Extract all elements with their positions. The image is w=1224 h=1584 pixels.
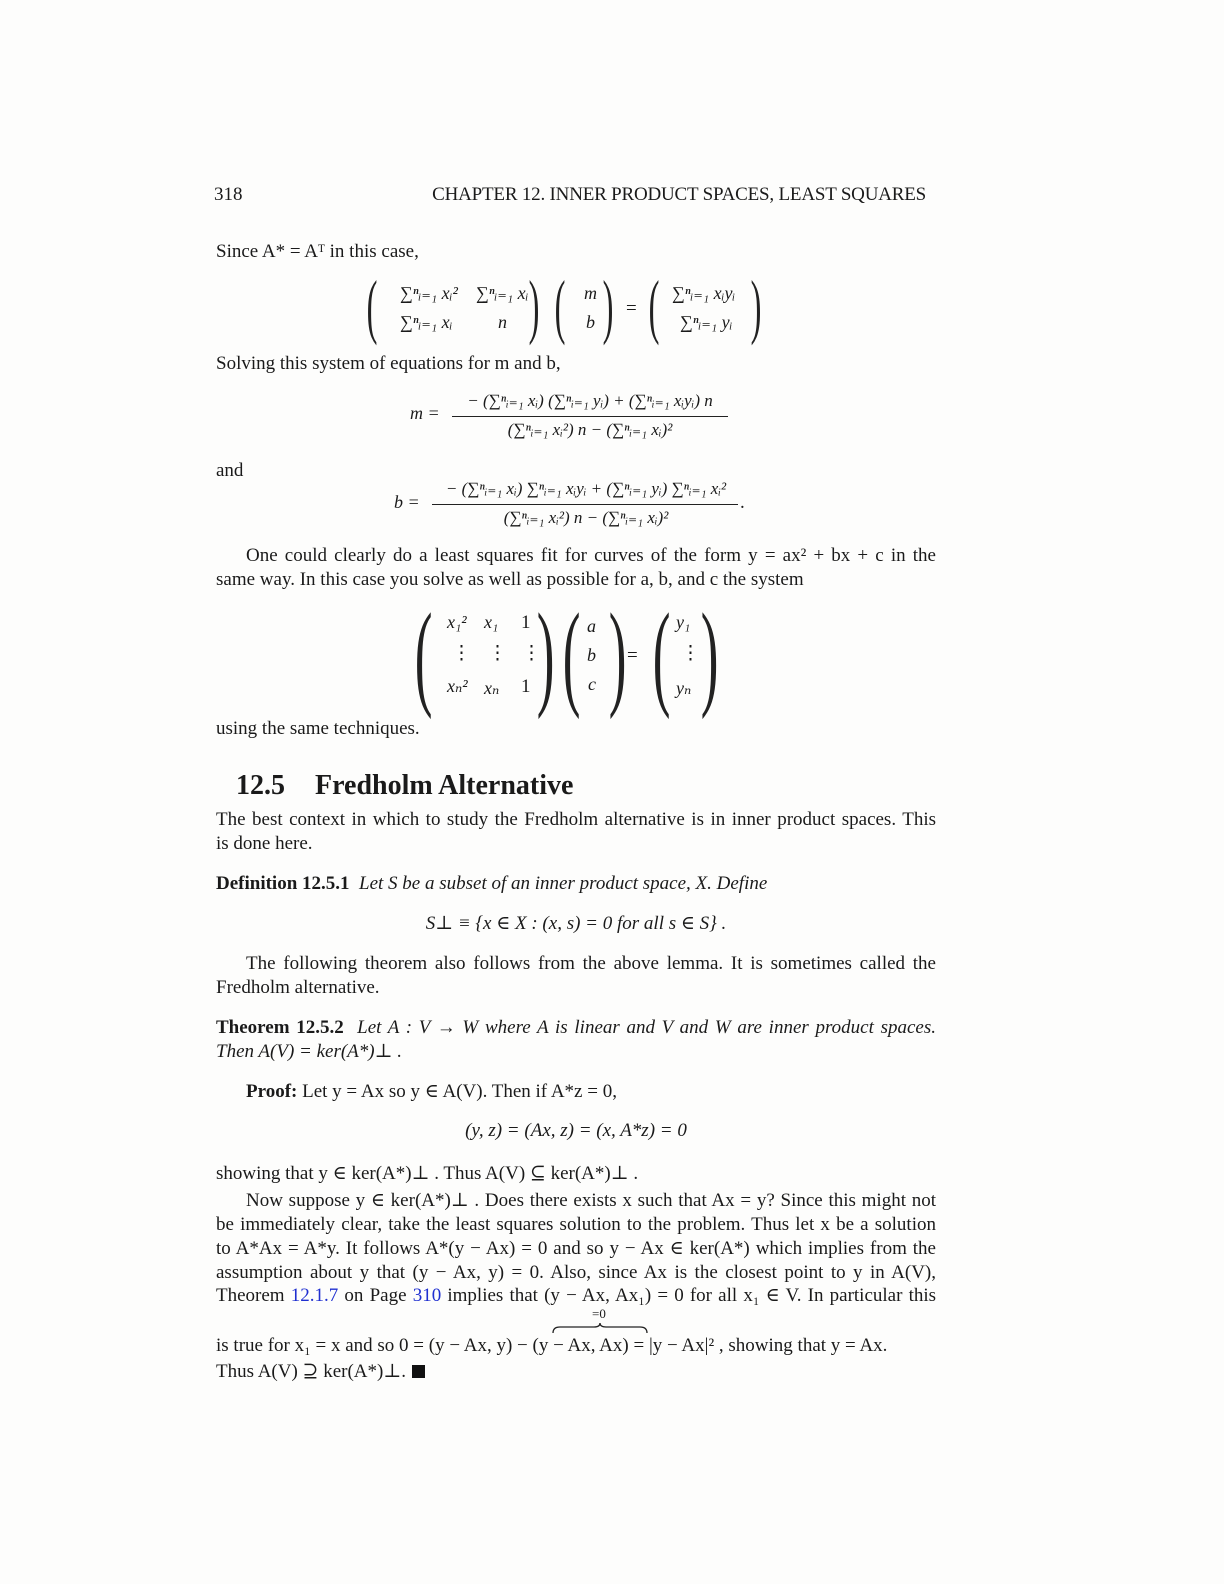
vector-cell: c [588,674,596,694]
matrix-cell: ∑ⁿᵢ₌₁ xᵢ [476,283,529,303]
paragraph-line: One could clearly do a least squares fit for curves of the form y = ax² + bx + c in the [246,545,936,566]
text-span: on Page [344,1285,407,1306]
text-span: = |y − Ax|² , showing that y = Ax. [633,1335,888,1356]
matrix-cell: ⋮ [452,643,471,664]
vector-cell: ∑ⁿᵢ₌₁ xᵢyᵢ [672,283,736,303]
formula-lhs: m = [410,403,440,423]
braced-term: (y − Ax, Ax) [532,1335,629,1356]
section-title: Fredholm Alternative [315,770,574,801]
section-heading [236,770,603,802]
paragraph-line: The best context in which to study the Fredholm alternative is in inner product spaces. This [216,809,936,830]
matrix-cell: ∑ⁿᵢ₌₁ xᵢ [400,312,453,332]
period: . [740,492,745,513]
text-span: Thus A(V) ⊇ ker(A*)⊥. [216,1361,406,1382]
numerator: − (∑ⁿᵢ₌₁ xᵢ) ∑ⁿᵢ₌₁ xᵢyᵢ + (∑ⁿᵢ₌₁ yᵢ) ∑ⁿᵢ₌₁ xᵢ² [445,479,727,498]
text-span: Theorem [216,1285,285,1306]
proof-text: Let y = Ax so y ∈ A(V). Then if A*z = 0, [302,1081,617,1102]
brace-label: =0 [592,1306,606,1321]
numerator: − (∑ⁿᵢ₌₁ xᵢ) (∑ⁿᵢ₌₁ yᵢ) + (∑ⁿᵢ₌₁ xᵢyᵢ) n [467,391,713,410]
paragraph-line [216,1284,936,1308]
definition-text: Let S be a subset of an inner product space, X. Define [359,873,768,894]
proof-formula: (y, z) = (Ax, z) = (x, A*z) = 0 [465,1120,687,1141]
definition-label: Definition 12.5.1 [216,873,350,894]
paragraph-line: Fredholm alternative. [216,977,380,998]
matrix-cell: ⋮ [488,643,507,664]
proof-first-line [216,1080,936,1104]
vector-cell: b [586,312,595,332]
matrix-cell: x₁² [447,612,467,632]
theorem-label: Theorem 12.5.2 [216,1017,344,1038]
since-line: Since A* = Aᵀ in this case, [216,241,419,262]
left-paren: ( [366,266,378,346]
overbrace [552,1322,648,1334]
definition-formula: S⊥ ≡ {x ∈ X : (x, s) = 0 for all s ∈ S} . [425,913,727,934]
right-paren: ) [608,589,627,720]
matrix-cell: x₁ [484,612,499,632]
vector-cell: ∑ⁿᵢ₌₁ yᵢ [680,312,733,332]
matrix-cell: ∑ⁿᵢ₌₁ xᵢ² [400,283,458,303]
right-paren: ) [700,589,719,720]
denominator: (∑ⁿᵢ₌₁ xᵢ²) n − (∑ⁿᵢ₌₁ xᵢ)² [507,420,673,439]
left-paren: ( [414,589,433,720]
vector-cell: m [584,283,597,303]
vector-cell: yₙ [676,678,692,698]
paragraph-line [216,1360,936,1384]
left-paren: ( [554,266,566,346]
left-paren: ( [562,589,581,720]
fraction-bar [432,504,738,505]
paragraph-line [216,1334,936,1358]
running-title: CHAPTER 12. INNER PRODUCT SPACES, LEAST SQUARES [432,184,926,205]
vector-cell: a [587,616,596,636]
paragraph-line: same way. In this case you solve as well as possible for a, b, and c the system [216,569,804,590]
paragraph-line: using the same techniques. [216,718,420,739]
paragraph-line: The following theorem also follows from the above lemma. It is sometimes called the [246,953,936,974]
matrix-cell: xₙ [484,678,500,698]
theorem-text: Let A : V → W where A is linear and V and W are inner product spaces. [357,1017,936,1038]
theorem [216,1016,936,1040]
text-span: implies that (y − Ax, Ax₁) = 0 for all x₁ ∈ V. In particular this [447,1285,937,1306]
right-paren: ) [528,266,540,346]
paragraph-line: assumption about y that (y − Ax, y) = 0. Also, since Ax is the closest point to y in A(V), [216,1262,936,1283]
matrix-cell: n [498,312,507,332]
definition [216,872,936,896]
and-line: and [216,460,244,481]
qed-square-icon [412,1365,425,1378]
formula-lhs: b = [394,492,420,512]
paragraph-line: Now suppose y ∈ ker(A*)⊥ . Does there exists x such that Ax = y? Since this might not [246,1190,936,1211]
page-reference-link[interactable]: 310 [412,1285,442,1306]
equals-sign: = [626,298,637,319]
paragraph-line: is done here. [216,833,313,854]
matrix-cell: xₙ² [447,676,468,696]
matrix-cell: 1 [521,612,531,633]
equals-sign: = [627,645,638,666]
right-paren: ) [750,266,762,346]
page-number: 318 [214,184,243,205]
matrix-cell: 1 [521,676,531,697]
proof-label: Proof: [246,1081,298,1102]
theorem-line: Then A(V) = ker(A*)⊥ . [216,1041,402,1062]
paragraph-line: be immediately clear, take the least squares solution to the problem. Thus let x be a solution [216,1214,936,1235]
text-span: is true for x₁ = x and so 0 = (y − Ax, y) − [216,1335,528,1356]
right-paren: ) [536,589,555,720]
solving-line: Solving this system of equations for m and b, [216,353,561,374]
vector-cell: ⋮ [681,643,700,664]
fraction-bar [452,416,728,417]
paragraph-line: to A*Ax = A*y. It follows A*(y − Ax) = 0 and so y − Ax ∈ ker(A*) which implies from the [216,1238,936,1259]
denominator: (∑ⁿᵢ₌₁ xᵢ²) n − (∑ⁿᵢ₌₁ xᵢ)² [503,508,669,527]
section-number: 12.5 [236,770,285,801]
theorem-reference-link[interactable]: 12.1.7 [290,1285,339,1306]
matrix-cell: ⋮ [522,643,541,664]
right-paren: ) [602,266,614,346]
left-paren: ( [648,266,660,346]
vector-cell: y₁ [676,612,691,632]
left-paren: ( [652,589,671,720]
paragraph-line: showing that y ∈ ker(A*)⊥ . Thus A(V) ⊆ ker(A*)⊥ . [216,1163,639,1184]
vector-cell: b [587,645,596,665]
